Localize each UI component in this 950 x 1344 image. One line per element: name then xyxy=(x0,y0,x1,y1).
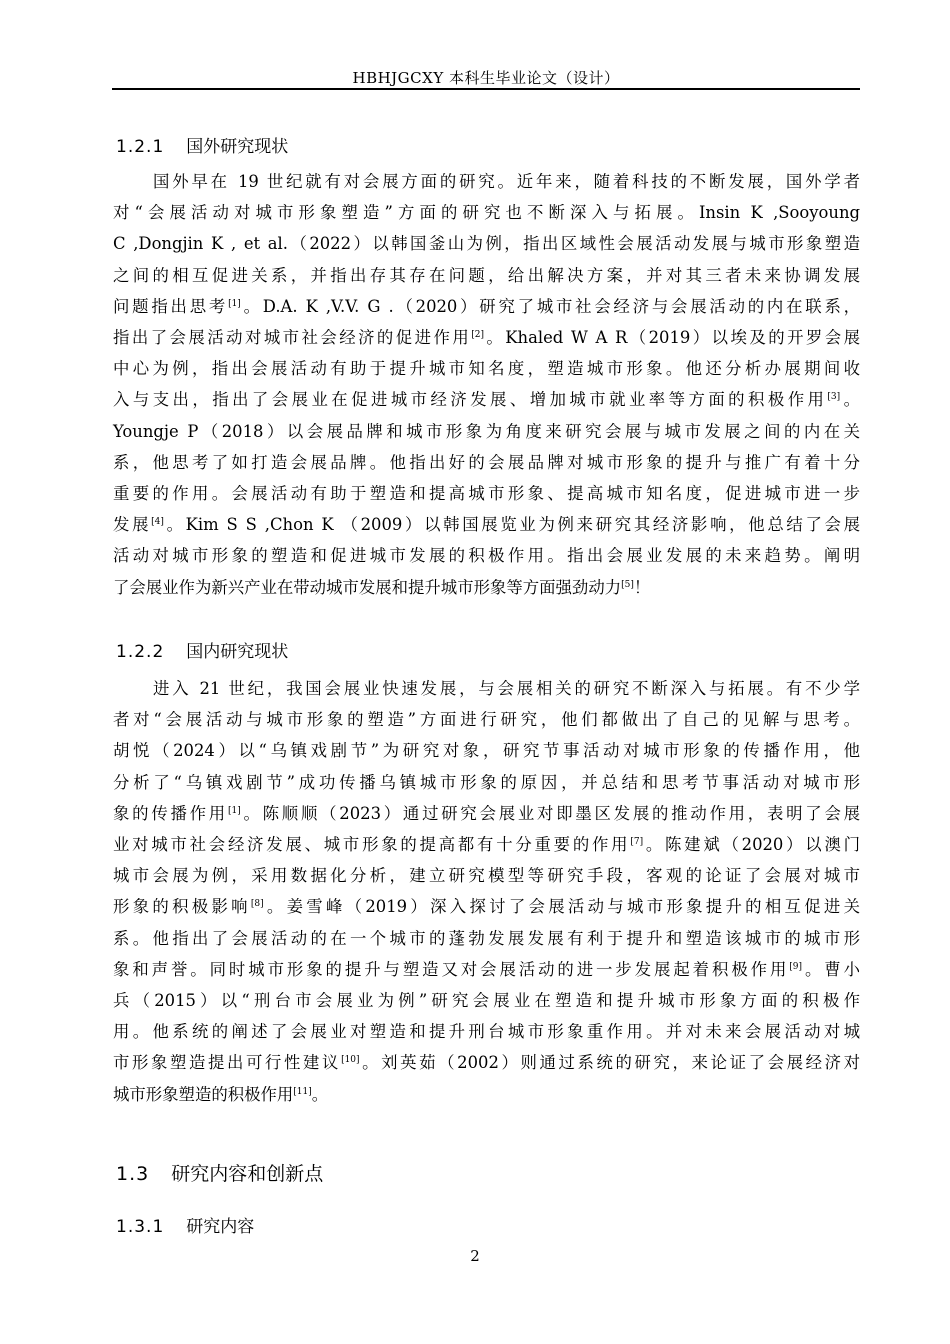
page-header: HBHJGCXY 本科生毕业论文（设计） xyxy=(352,69,620,87)
section-title: 研究内容 xyxy=(186,1217,255,1237)
citation: [10] xyxy=(341,1055,360,1066)
text-line: 活动对城市形象的塑造和促进城市发展的积极作用。指出会展业发展的未来趋势。阐明 xyxy=(113,546,860,566)
heading-1-3 xyxy=(116,1159,323,1186)
text-line: 城市会展为例，采用数据化分析，建立研究模型等研究手段，客观的论证了会展对城市 xyxy=(113,866,860,886)
citation: [3] xyxy=(827,392,841,403)
text-line: 象的传播作用[1]。陈顺顺（2023）通过研究会展业对即墨区发展的推动作用，表明了会展 xyxy=(113,803,861,823)
text-line: 发展[4]。Kim S S ,Chon K （2009）以韩国展览业为例来研究其经济影响，他总结了会展 xyxy=(113,515,860,535)
text-line: 之间的相互促进关系，并指出存其存在问题，给出解决方案，并对其三者未来协调发展 xyxy=(113,265,860,285)
text-line: 用。他系统的阐述了会展业对塑造和提升刑台城市形象重作用。并对未来会展活动对城 xyxy=(113,1022,860,1042)
text-line: 城市形象塑造的积极作用[11]。 xyxy=(113,1084,329,1104)
text-line: 指出了会展活动对城市社会经济的促进作用[2]。Khaled W A R（2019）以埃及的开罗会展 xyxy=(113,328,861,348)
text-line: 形象的积极影响[8]。姜雪峰（2019）深入探讨了会展活动与城市形象提升的相互促进关 xyxy=(113,897,861,917)
text-line: 对“会展活动对城市形象塑造”方面的研究也不断深入与拓展。Insin K ,Sooyoung xyxy=(113,203,860,223)
text-line: 系。他指出了会展活动的在一个城市的蓬勃发展发展有利于提升和塑造该城市的城市形 xyxy=(113,928,860,948)
section-title: 国内研究现状 xyxy=(186,642,289,662)
section-number: 1.3.1 xyxy=(116,1217,165,1237)
text-line: 重要的作用。会展活动有助于塑造和提高城市形象、提高城市知名度，促进城市进一步 xyxy=(113,484,860,504)
citation: [9] xyxy=(789,961,803,972)
citation: [4] xyxy=(151,517,164,528)
text-line: Youngje P（2018）以会展品牌和城市形象为角度来研究会展与城市发展之间的内在关 xyxy=(113,421,860,441)
text-line: 入与支出，指出了会展业在促进城市经济发展、增加城市就业率等方面的积极作用[3]。 xyxy=(113,390,861,410)
section-number: 1.3 xyxy=(116,1163,150,1185)
text-line: 业对城市社会经济发展、城市形象的提高都有十分重要的作用[7]。陈建斌（2020）以澳门 xyxy=(113,835,861,855)
section-number: 1.2.1 xyxy=(116,137,165,157)
text-line: 进入 21 世纪，我国会展业快速发展，与会展相关的研究不断深入与拓展。有不少学 xyxy=(153,679,860,698)
text-line: 分析了“乌镇戏剧节”成功传播乌镇城市形象的原因，并总结和思考节事活动对城市形 xyxy=(113,772,860,792)
citation: [11] xyxy=(293,1086,312,1097)
paragraph-domestic-research xyxy=(113,673,860,1110)
text-line: 市形象塑造提出可行性建议[10]。刘英茹（2002）则通过系统的研究，来论证了会展经济对 xyxy=(113,1053,860,1073)
paragraph-foreign-research xyxy=(113,166,860,603)
citation: [1] xyxy=(228,298,241,309)
text-line: 了会展业作为新兴产业在带动城市发展和提升城市形象等方面强劲动力[5]！ xyxy=(113,577,651,597)
heading-1-3-1 xyxy=(116,1212,254,1237)
citation: [5] xyxy=(621,579,634,590)
citation: [7] xyxy=(630,837,644,848)
section-number: 1.2.2 xyxy=(116,642,165,662)
text-line: C ,Dongjin K , et al.（2022）以韩国釜山为例，指出区域性会展活动发展与城市形象塑造 xyxy=(113,234,860,254)
citation: [1] xyxy=(227,805,241,816)
text-line: 者对“会展活动与城市形象的塑造”方面进行研究，他们都做出了自己的见解与思考。 xyxy=(113,710,860,730)
citation: [2] xyxy=(471,330,484,341)
text-line: 胡悦（2024）以“乌镇戏剧节”为研究对象，研究节事活动对城市形象的传播作用，他 xyxy=(113,741,860,761)
heading-1-2-2 xyxy=(116,637,288,662)
text-line: 中心为例，指出会展活动有助于提升城市知名度，塑造城市形象。他还分析办展期间收 xyxy=(113,359,860,379)
citation: [8] xyxy=(250,899,264,910)
section-title: 研究内容和创新点 xyxy=(171,1163,324,1185)
text-line: 系，他思考了如打造会展品牌。他指出好的会展品牌对城市形象的提升与推广有着十分 xyxy=(113,452,860,472)
heading-1-2-1 xyxy=(116,132,288,157)
page-number: 2 xyxy=(470,1247,480,1265)
text-line: 兵（2015）以“刑台市会展业为例”研究会展业在塑造和提升城市形象方面的积极作 xyxy=(113,991,860,1011)
text-line: 国外早在 19 世纪就有对会展方面的研究。近年来，随着科技的不断发展，国外学者 xyxy=(153,172,860,191)
section-title: 国外研究现状 xyxy=(186,137,289,157)
text-line: 象和声誉。同时城市形象的提升与塑造又对会展活动的进一步发展起着积极作用[9]。曹小 xyxy=(113,959,860,979)
header-rule xyxy=(112,88,860,90)
text-line: 问题指出思考[1]。D.A. K ,V.V. G .（2020）研究了城市社会经济与会展活动的内在联系， xyxy=(113,296,861,316)
